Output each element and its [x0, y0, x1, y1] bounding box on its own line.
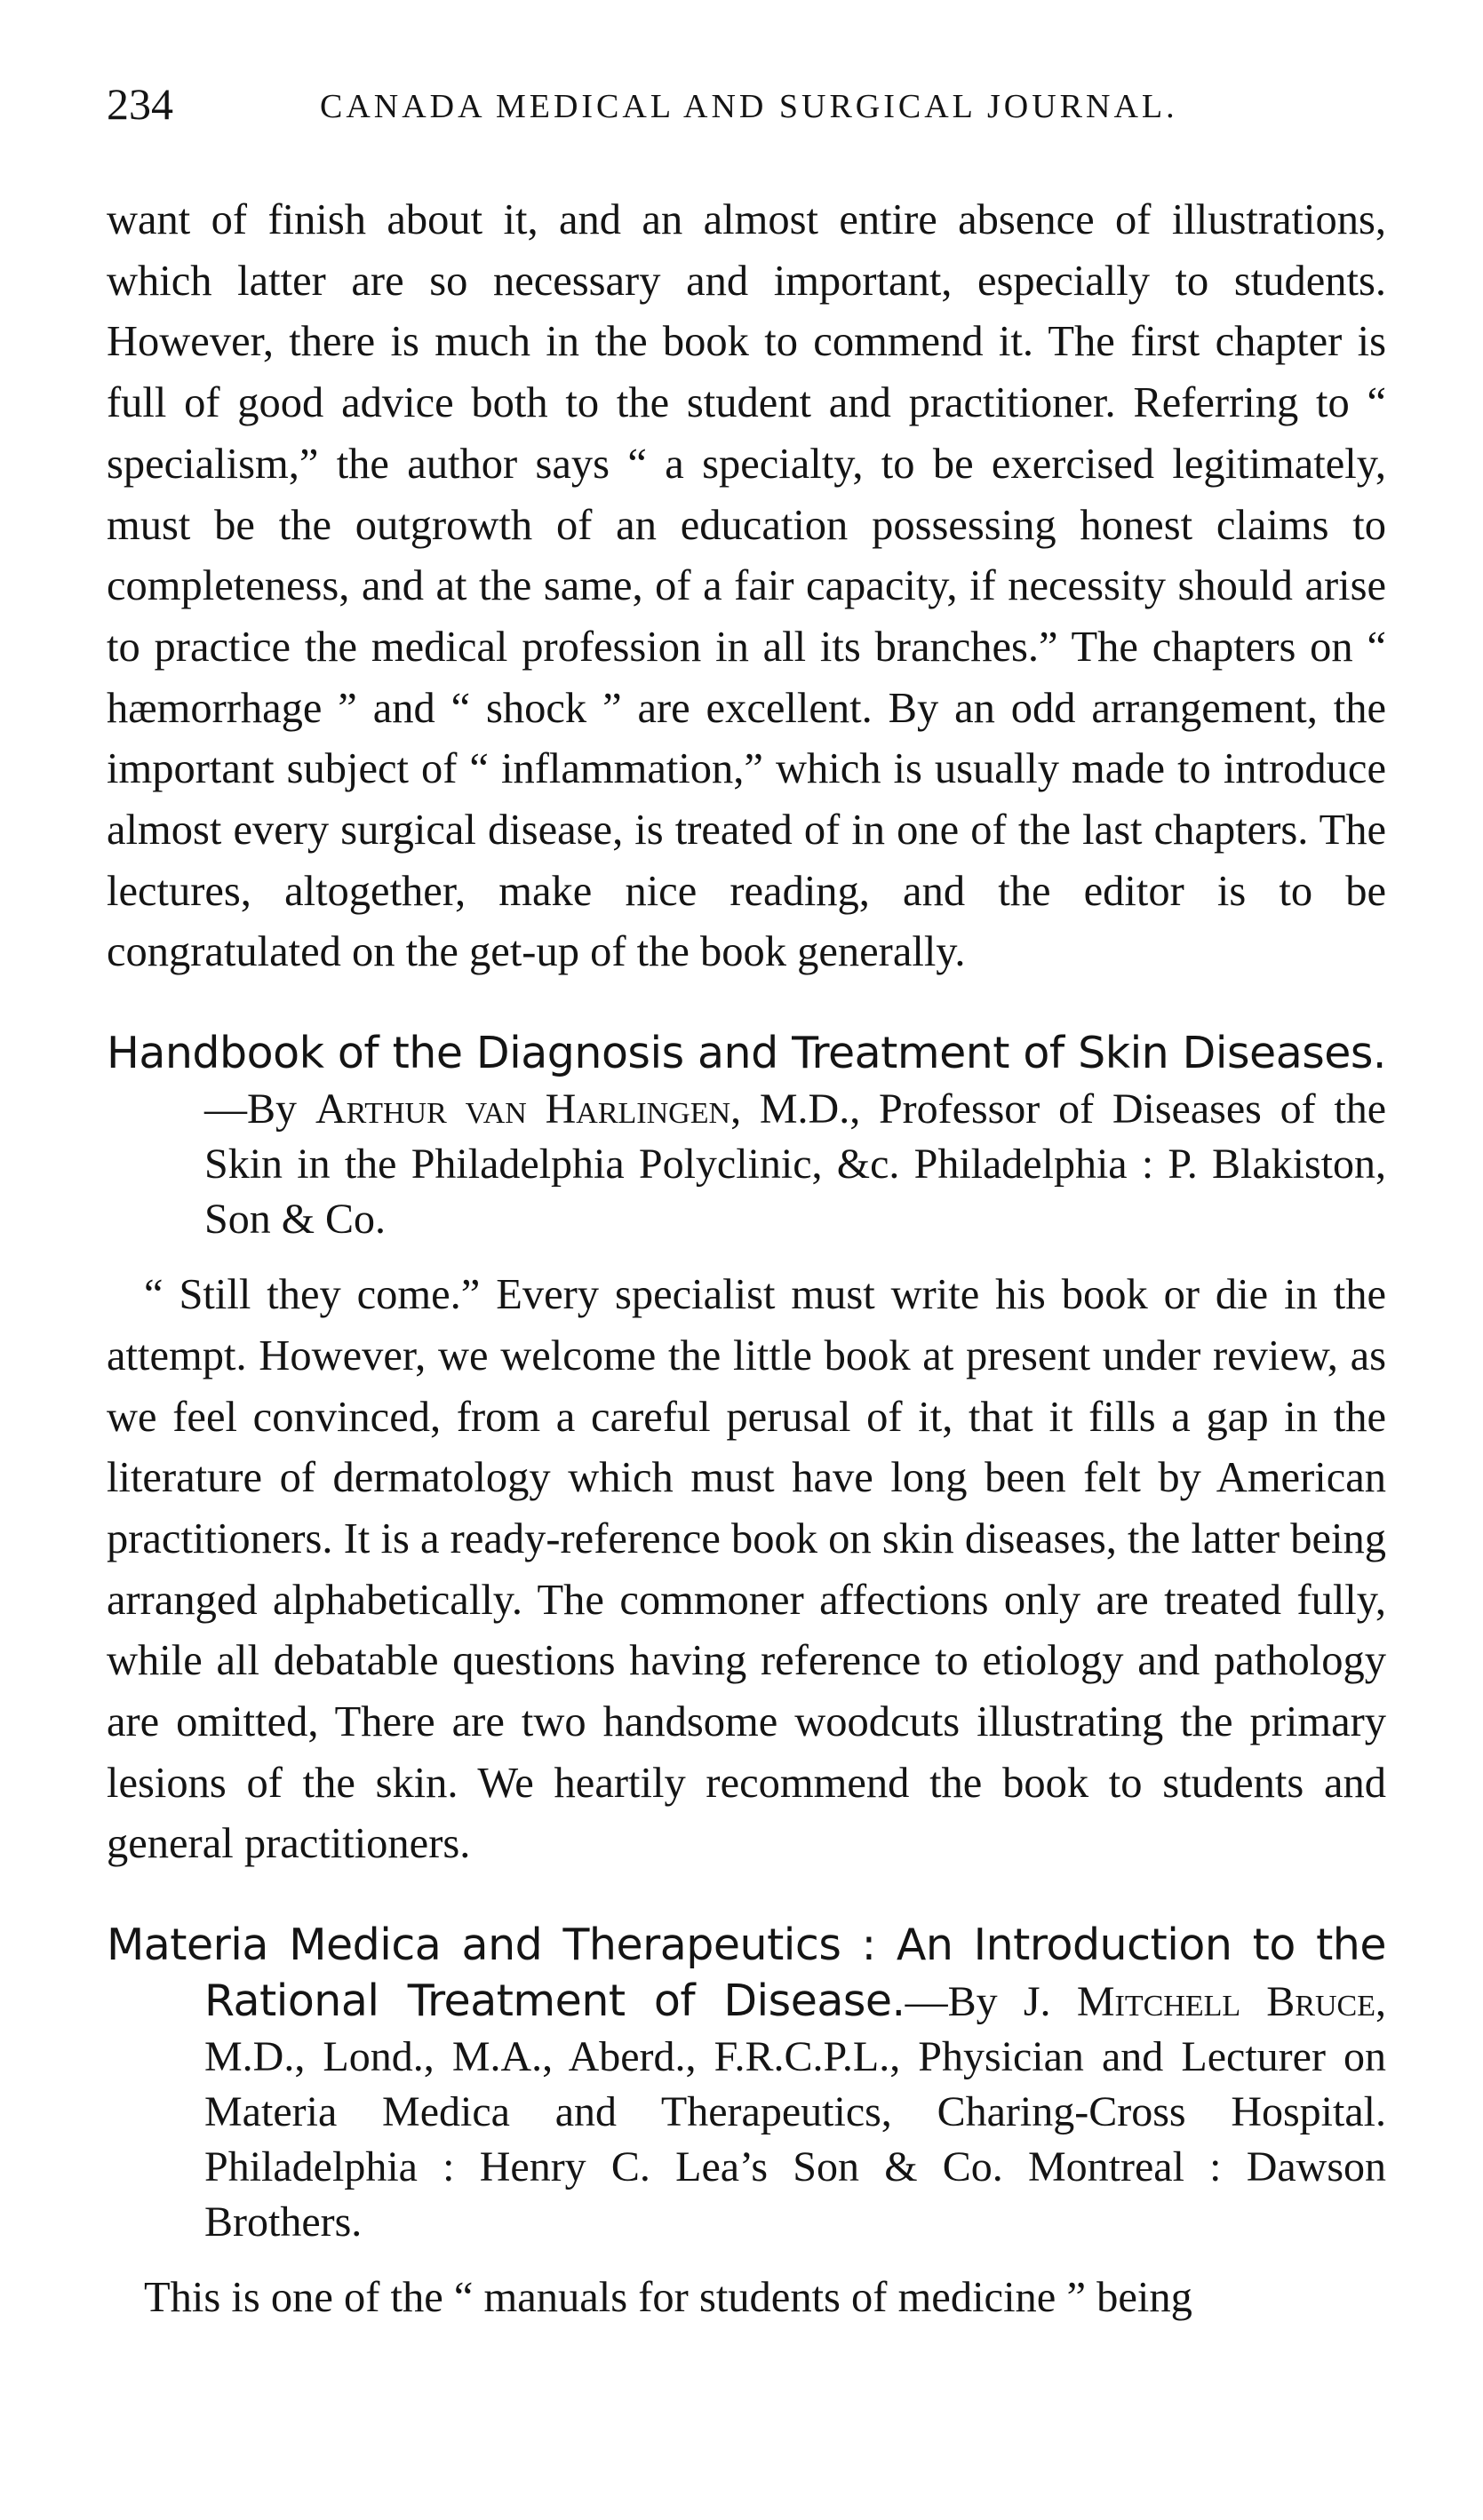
review-by: —By [204, 1085, 298, 1133]
review-author: Mitchell Bruce [1076, 1978, 1375, 2026]
review-title: Materia Medica and Therapeutics : An Introduction to the Rational Treatment of Disease. [107, 1920, 1386, 2027]
review-details: , M.D., Professor of Diseases of the Skin in the Philadelphia Polyclinic, &c. Philadelphia : P. Blakiston, Son & Co. [204, 1085, 1386, 1244]
journal-title: CANADA MEDICAL AND SURGICAL JOURNAL. [320, 88, 1178, 125]
review-body-skin-diseases: “ Still they come.” Every specialist must write his book or die in the attempt. However, we welcome the little book at present under review, as we feel convinced, from a careful perusal of it, that it fills a gap in the literature of dermatology which must have long been felt by American practitioners. It is a ready-reference book on skin diseases, the latter being arranged alphabetically. The commoner affections only are treated fully, while all debatable questions having reference to etiology and pathology are omitted, There are two handsome woodcuts illustrating the primary lesions of the skin. We heartily recommend the book to students and general practitioners. [107, 1271, 1386, 1868]
review-body-materia-medica: This is one of the “ manuals for students of medicine ” being [144, 2274, 1192, 2322]
journal-page [107, 78, 1386, 2329]
review-heading-materia-medica [107, 1918, 1386, 2250]
review-details: , M.D., Lond., M.A., Aberd., F.R.C.P.L., Physician and Lecturer on Materia Medica and Therapeutics, Charing-Cross Hospital. Philadelphia : Henry C. Lea’s Son & Co. Montreal : Dawson Brothers. [204, 1978, 1386, 2246]
running-head [107, 78, 1386, 140]
review-title: Handbook of the Diagnosis and Treatment of Skin Diseases. [107, 1028, 1386, 1079]
review-author: Arthur van Harlingen [315, 1085, 731, 1133]
intro-paragraph: want of finish about it, and an almost entire absence of illustrations, which latter are so necessary and important, especially to students. However, there is much in the book to commend it. The first chapter is full of good advice both to the student and practitioner. Referring to “ specialism,” the author says “ a specialty, to be exercised legitimately, must be the outgrowth of an education possessing honest claims to completeness, and at the same, of a fair capacity, if necessity should arise to practice the medical profession in all its branches.” The chapters on “ hæmorrhage ” and “ shock ” are excellent. By an odd arrangement, the important subject of “ inflammation,” which is usually made to introduce almost every surgical disease, is treated of in one of the last chapters. The lectures, altogether, make nice reading, and the editor is to be congratulated on the get-up of the book generally. [107, 196, 1386, 976]
review-heading-skin-diseases [107, 1026, 1386, 1247]
review-by: —By J. [905, 1978, 1051, 2026]
page-number: 234 [107, 79, 173, 129]
